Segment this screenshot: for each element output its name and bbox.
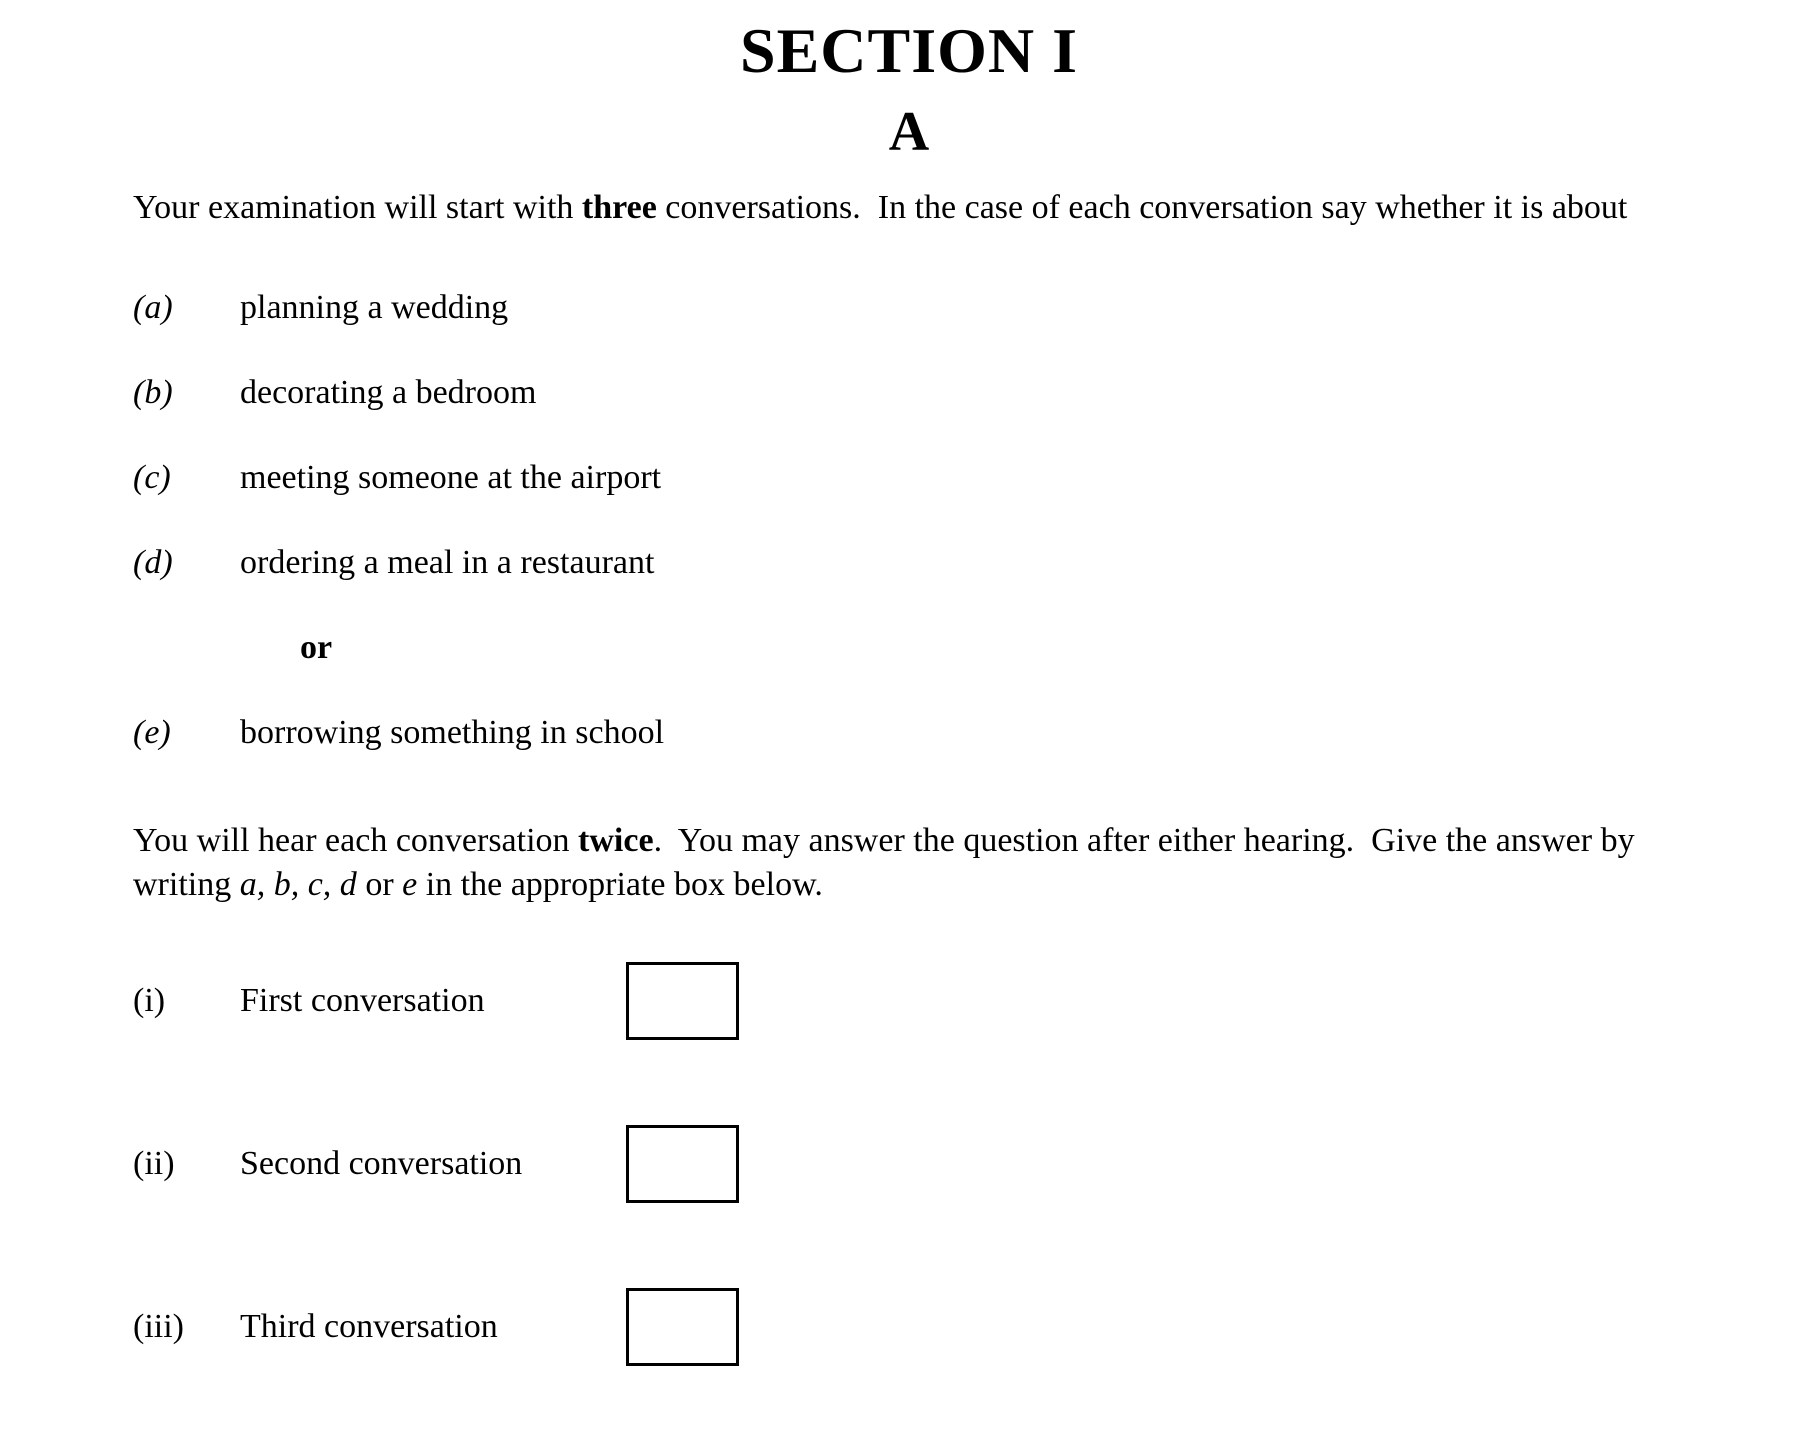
instruction-part4: in the appropriate box below. — [417, 865, 823, 903]
instruction-italic-letter-e: e — [402, 865, 418, 903]
option-text-c: meeting someone at the airport — [240, 458, 662, 496]
section-title: SECTION I — [740, 15, 1078, 86]
part-heading: A — [888, 100, 930, 163]
option-label-e: (e) — [133, 713, 171, 751]
instruction-paragraph — [133, 819, 1693, 907]
intro-text-after: conversations. In the case of each conversation say whether it is about — [656, 188, 1628, 226]
topic-option-row-e — [133, 711, 1818, 755]
instruction-bold-word: twice — [578, 821, 654, 859]
topic-option-row-d — [133, 541, 1818, 585]
answer-text-third-conversation: Third conversation — [240, 1307, 498, 1345]
answer-input-box-third[interactable] — [626, 1288, 739, 1366]
answer-label-ii: (ii) — [133, 1144, 175, 1182]
topic-option-row-c — [133, 456, 1818, 500]
option-text-b: decorating a bedroom — [240, 373, 537, 411]
topic-options-list — [133, 286, 1818, 755]
option-label-c: (c) — [133, 458, 171, 496]
option-label-a: (a) — [133, 288, 173, 326]
answer-input-box-second[interactable] — [626, 1125, 739, 1203]
answer-label-i: (i) — [133, 981, 166, 1019]
answer-row-second — [133, 1125, 1818, 1203]
answer-row-first — [133, 962, 1818, 1040]
instruction-part1: You will hear each conversation — [133, 821, 579, 859]
answer-text-first-conversation: First conversation — [240, 981, 485, 1019]
option-text-e: borrowing something in school — [240, 713, 665, 751]
answer-text-second-conversation: Second conversation — [240, 1144, 523, 1182]
answers-section — [133, 962, 1818, 1366]
option-label-d: (d) — [133, 543, 173, 581]
topic-option-row-b — [133, 371, 1818, 415]
intro-paragraph — [133, 186, 1693, 230]
instruction-part3: or — [356, 865, 403, 903]
option-text-a: planning a wedding — [240, 288, 509, 326]
answer-input-box-first[interactable] — [626, 962, 739, 1040]
answer-label-iii: (iii) — [133, 1307, 184, 1345]
option-label-b: (b) — [133, 373, 173, 411]
answer-row-third — [133, 1288, 1818, 1366]
instruction-italic-letters: a, b, c, d — [239, 865, 357, 903]
instruction-part2: . You may answer the question after either hearing. Give the answer by writing — [133, 821, 1644, 903]
intro-bold-word: three — [581, 188, 657, 226]
topic-option-row-a — [133, 286, 1818, 330]
option-text-d: ordering a meal in a restaurant — [240, 543, 655, 581]
or-separator: or — [300, 628, 333, 666]
intro-text-before: Your examination will start with — [133, 188, 582, 226]
